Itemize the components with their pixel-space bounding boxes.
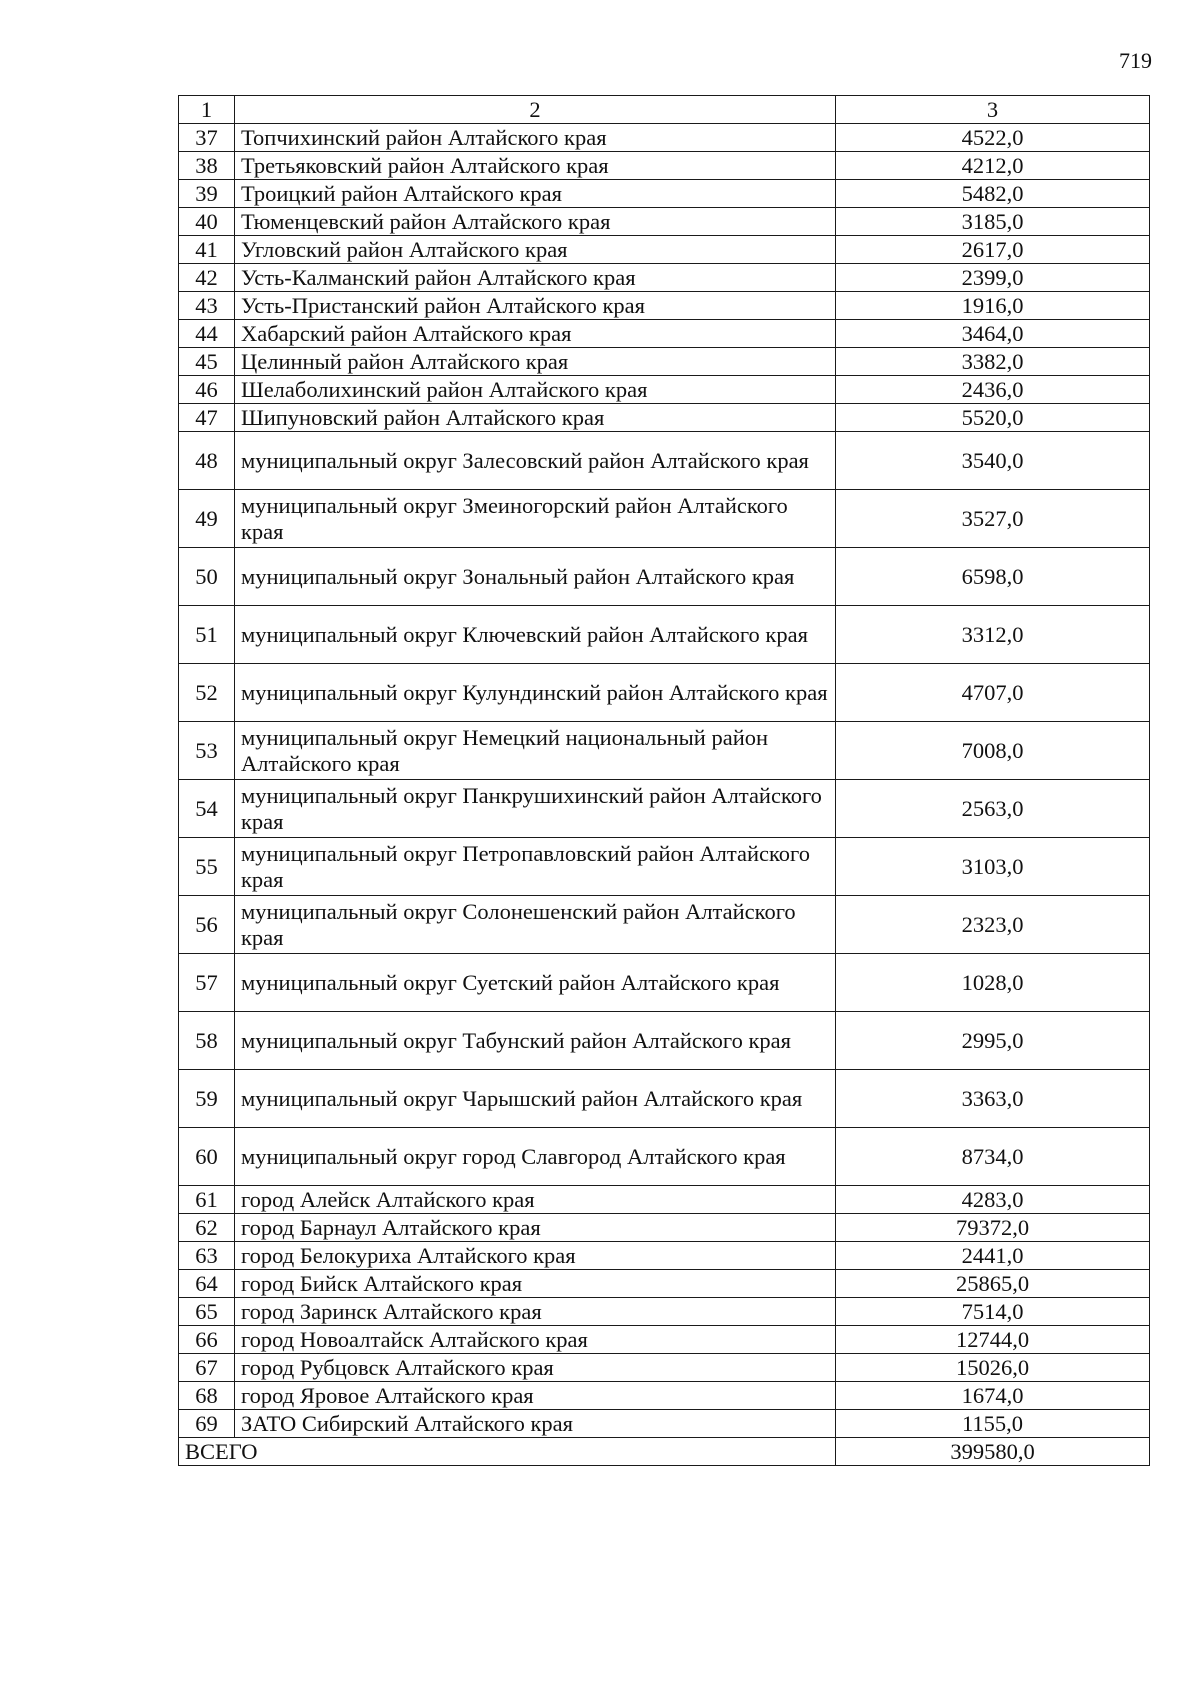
table-row bbox=[179, 606, 1150, 664]
table-row bbox=[179, 722, 1150, 780]
row-number: 51 bbox=[179, 606, 235, 664]
header-col-3: 3 bbox=[836, 96, 1150, 124]
row-name: муниципальный округ Зональный район Алтайского края bbox=[235, 548, 836, 606]
row-value: 3464,0 bbox=[836, 320, 1150, 348]
row-name: Топчихинский район Алтайского края bbox=[235, 124, 836, 152]
table-row bbox=[179, 348, 1150, 376]
total-label: ВСЕГО bbox=[179, 1438, 836, 1466]
table-row bbox=[179, 1270, 1150, 1298]
header-col-2: 2 bbox=[235, 96, 836, 124]
row-number: 37 bbox=[179, 124, 235, 152]
row-number: 62 bbox=[179, 1214, 235, 1242]
row-number: 52 bbox=[179, 664, 235, 722]
row-name: Усть-Калманский район Алтайского края bbox=[235, 264, 836, 292]
row-name: муниципальный округ Залесовский район Алтайского края bbox=[235, 432, 836, 490]
row-value: 4522,0 bbox=[836, 124, 1150, 152]
row-name: город Новоалтайск Алтайского края bbox=[235, 1326, 836, 1354]
row-name: муниципальный округ Солонешенский район Алтайского края bbox=[235, 896, 836, 954]
row-value: 4707,0 bbox=[836, 664, 1150, 722]
row-value: 3312,0 bbox=[836, 606, 1150, 664]
row-name: город Рубцовск Алтайского края bbox=[235, 1354, 836, 1382]
total-row bbox=[179, 1438, 1150, 1466]
row-name: Усть-Пристанский район Алтайского края bbox=[235, 292, 836, 320]
row-number: 53 bbox=[179, 722, 235, 780]
row-name: город Белокуриха Алтайского края bbox=[235, 1242, 836, 1270]
table-row bbox=[179, 124, 1150, 152]
row-value: 3527,0 bbox=[836, 490, 1150, 548]
row-value: 5482,0 bbox=[836, 180, 1150, 208]
row-number: 66 bbox=[179, 1326, 235, 1354]
row-value: 3363,0 bbox=[836, 1070, 1150, 1128]
table-row bbox=[179, 954, 1150, 1012]
row-value: 2617,0 bbox=[836, 236, 1150, 264]
row-name: ЗАТО Сибирский Алтайского края bbox=[235, 1410, 836, 1438]
row-value: 2399,0 bbox=[836, 264, 1150, 292]
row-value: 1155,0 bbox=[836, 1410, 1150, 1438]
table-row bbox=[179, 236, 1150, 264]
row-name: город Барнаул Алтайского края bbox=[235, 1214, 836, 1242]
row-value: 12744,0 bbox=[836, 1326, 1150, 1354]
table-row bbox=[179, 1242, 1150, 1270]
row-number: 45 bbox=[179, 348, 235, 376]
row-value: 1916,0 bbox=[836, 292, 1150, 320]
row-value: 7008,0 bbox=[836, 722, 1150, 780]
table-row bbox=[179, 432, 1150, 490]
table-row bbox=[179, 376, 1150, 404]
table-row bbox=[179, 896, 1150, 954]
row-name: Целинный район Алтайского края bbox=[235, 348, 836, 376]
row-value: 6598,0 bbox=[836, 548, 1150, 606]
table-row bbox=[179, 1410, 1150, 1438]
table-row bbox=[179, 208, 1150, 236]
row-value: 2563,0 bbox=[836, 780, 1150, 838]
row-name: муниципальный округ Табунский район Алтайского края bbox=[235, 1012, 836, 1070]
row-name: муниципальный округ Суетский район Алтайского края bbox=[235, 954, 836, 1012]
table-row bbox=[179, 1214, 1150, 1242]
row-number: 55 bbox=[179, 838, 235, 896]
row-name: муниципальный округ город Славгород Алтайского края bbox=[235, 1128, 836, 1186]
table-row bbox=[179, 548, 1150, 606]
row-name: Хабарский район Алтайского края bbox=[235, 320, 836, 348]
table-row bbox=[179, 1128, 1150, 1186]
row-number: 44 bbox=[179, 320, 235, 348]
row-number: 48 bbox=[179, 432, 235, 490]
row-value: 2323,0 bbox=[836, 896, 1150, 954]
row-value: 25865,0 bbox=[836, 1270, 1150, 1298]
table-row bbox=[179, 490, 1150, 548]
row-number: 39 bbox=[179, 180, 235, 208]
row-value: 79372,0 bbox=[836, 1214, 1150, 1242]
table-row bbox=[179, 780, 1150, 838]
row-value: 7514,0 bbox=[836, 1298, 1150, 1326]
row-name: город Заринск Алтайского края bbox=[235, 1298, 836, 1326]
row-name: Тюменцевский район Алтайского края bbox=[235, 208, 836, 236]
row-value: 3185,0 bbox=[836, 208, 1150, 236]
row-number: 43 bbox=[179, 292, 235, 320]
row-name: муниципальный округ Панкрушихинский район Алтайского края bbox=[235, 780, 836, 838]
table-row bbox=[179, 152, 1150, 180]
table-header-row bbox=[179, 96, 1150, 124]
row-value: 4283,0 bbox=[836, 1186, 1150, 1214]
row-number: 40 bbox=[179, 208, 235, 236]
row-value: 5520,0 bbox=[836, 404, 1150, 432]
row-name: Шелаболихинский район Алтайского края bbox=[235, 376, 836, 404]
total-value: 399580,0 bbox=[836, 1438, 1150, 1466]
row-number: 42 bbox=[179, 264, 235, 292]
row-number: 61 bbox=[179, 1186, 235, 1214]
row-number: 67 bbox=[179, 1354, 235, 1382]
row-number: 46 bbox=[179, 376, 235, 404]
row-name: муниципальный округ Немецкий национальный район Алтайского края bbox=[235, 722, 836, 780]
row-number: 60 bbox=[179, 1128, 235, 1186]
row-value: 2436,0 bbox=[836, 376, 1150, 404]
row-number: 64 bbox=[179, 1270, 235, 1298]
row-number: 68 bbox=[179, 1382, 235, 1410]
table-row bbox=[179, 1012, 1150, 1070]
row-value: 1674,0 bbox=[836, 1382, 1150, 1410]
row-number: 49 bbox=[179, 490, 235, 548]
row-number: 63 bbox=[179, 1242, 235, 1270]
allocation-table bbox=[178, 95, 1150, 1466]
row-name: город Алейск Алтайского края bbox=[235, 1186, 836, 1214]
row-number: 58 bbox=[179, 1012, 235, 1070]
row-value: 3103,0 bbox=[836, 838, 1150, 896]
row-name: Угловский район Алтайского края bbox=[235, 236, 836, 264]
row-number: 54 bbox=[179, 780, 235, 838]
row-name: город Бийск Алтайского края bbox=[235, 1270, 836, 1298]
row-name: муниципальный округ Змеиногорский район Алтайского края bbox=[235, 490, 836, 548]
table-row bbox=[179, 1326, 1150, 1354]
table-row bbox=[179, 1298, 1150, 1326]
table-row bbox=[179, 1382, 1150, 1410]
row-name: муниципальный округ Чарышский район Алтайского края bbox=[235, 1070, 836, 1128]
row-value: 3540,0 bbox=[836, 432, 1150, 490]
row-number: 69 bbox=[179, 1410, 235, 1438]
table-row bbox=[179, 1186, 1150, 1214]
row-number: 38 bbox=[179, 152, 235, 180]
header-col-1: 1 bbox=[179, 96, 235, 124]
row-number: 50 bbox=[179, 548, 235, 606]
row-value: 15026,0 bbox=[836, 1354, 1150, 1382]
table-row bbox=[179, 838, 1150, 896]
row-number: 41 bbox=[179, 236, 235, 264]
row-number: 47 bbox=[179, 404, 235, 432]
row-name: муниципальный округ Ключевский район Алтайского края bbox=[235, 606, 836, 664]
row-number: 65 bbox=[179, 1298, 235, 1326]
row-value: 3382,0 bbox=[836, 348, 1150, 376]
row-name: Троицкий район Алтайского края bbox=[235, 180, 836, 208]
table-row bbox=[179, 1354, 1150, 1382]
row-number: 59 bbox=[179, 1070, 235, 1128]
row-value: 8734,0 bbox=[836, 1128, 1150, 1186]
row-number: 57 bbox=[179, 954, 235, 1012]
page-number: 719 bbox=[1119, 48, 1152, 73]
table-row bbox=[179, 664, 1150, 722]
row-name: Шипуновский район Алтайского края bbox=[235, 404, 836, 432]
row-value: 2995,0 bbox=[836, 1012, 1150, 1070]
row-value: 2441,0 bbox=[836, 1242, 1150, 1270]
table-row bbox=[179, 292, 1150, 320]
row-name: муниципальный округ Петропавловский район Алтайского края bbox=[235, 838, 836, 896]
row-name: Третьяковский район Алтайского края bbox=[235, 152, 836, 180]
table-row bbox=[179, 320, 1150, 348]
row-name: город Яровое Алтайского края bbox=[235, 1382, 836, 1410]
table-row bbox=[179, 404, 1150, 432]
table-row bbox=[179, 180, 1150, 208]
table-row bbox=[179, 1070, 1150, 1128]
row-value: 1028,0 bbox=[836, 954, 1150, 1012]
table-row bbox=[179, 264, 1150, 292]
row-name: муниципальный округ Кулундинский район Алтайского края bbox=[235, 664, 836, 722]
row-value: 4212,0 bbox=[836, 152, 1150, 180]
row-number: 56 bbox=[179, 896, 235, 954]
